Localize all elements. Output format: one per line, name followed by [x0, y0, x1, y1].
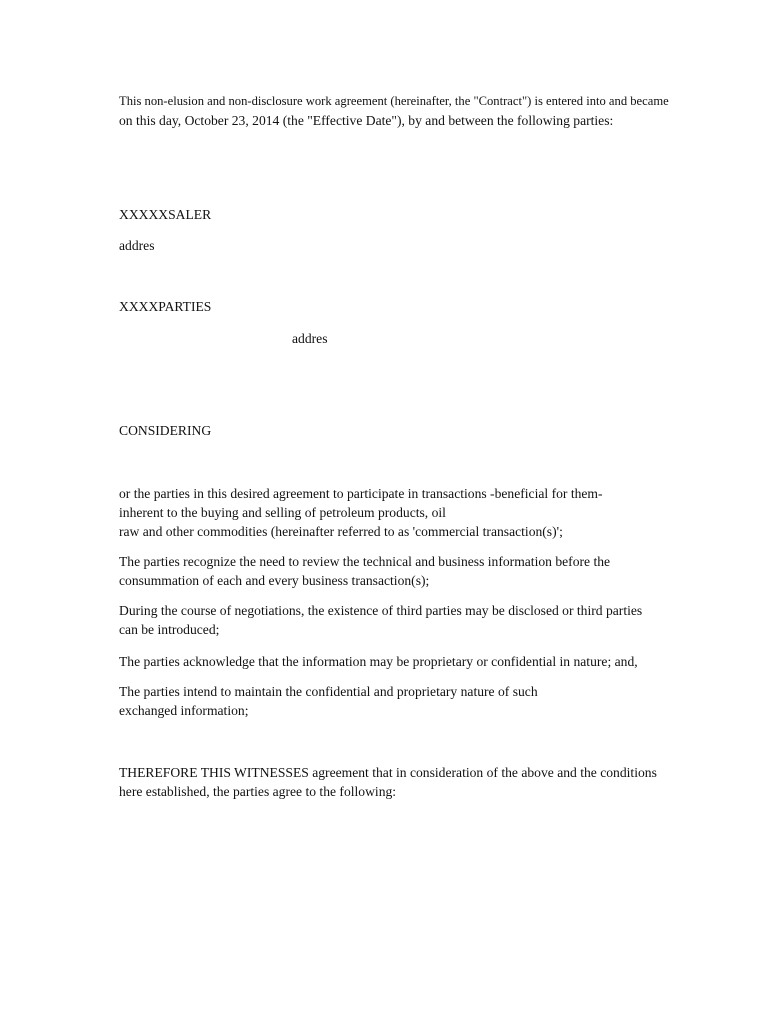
considering-p1-line-2: inherent to the buying and selling of petroleum products, oil [119, 505, 446, 520]
considering-p3-line-2: can be introduced; [119, 622, 220, 637]
therefore-line-2: here established, the parties agree to the following: [119, 784, 397, 799]
party-2-address: addres [292, 331, 328, 346]
considering-paragraph-3 [119, 601, 642, 639]
considering-p1-line-1: or the parties in this desired agreement to participate in transactions -beneficial for them- [119, 486, 603, 501]
considering-paragraph-1 [119, 484, 603, 541]
party-1-address: addres [119, 238, 155, 253]
considering-p4-line-1: The parties acknowledge that the information may be proprietary or confidential in nature; and, [119, 654, 638, 669]
therefore-paragraph [119, 763, 657, 801]
considering-paragraph-4 [119, 652, 638, 671]
party-2-name: XXXXPARTIES [119, 299, 212, 314]
considering-p1-line-3: raw and other commodities (hereinafter referred to as 'commercial transaction(s)'; [119, 524, 563, 539]
intro-line-2: on this day, October 23, 2014 (the "Effective Date"), by and between the following parties: [119, 113, 614, 128]
intro-paragraph [119, 92, 669, 130]
considering-p2-line-2: consummation of each and every business transaction(s); [119, 573, 430, 588]
therefore-line-1: THEREFORE THIS WITNESSES agreement that in consideration of the above and the conditions [119, 765, 657, 780]
considering-paragraph-2 [119, 552, 610, 590]
considering-p5-line-1: The parties intend to maintain the confidential and proprietary nature of such [119, 684, 538, 699]
considering-p5-line-2: exchanged information; [119, 703, 249, 718]
considering-p2-line-1: The parties recognize the need to review the technical and business information before the [119, 554, 611, 569]
considering-paragraph-5 [119, 682, 538, 720]
intro-line-1: This non-elusion and non-disclosure work agreement (hereinafter, the "Contract") is entered into and became [119, 94, 669, 108]
considering-heading: CONSIDERING [119, 423, 212, 438]
party-1-name: XXXXXSALER [119, 207, 212, 222]
considering-p3-line-1: During the course of negotiations, the existence of third parties may be disclosed or third parties [119, 603, 643, 618]
